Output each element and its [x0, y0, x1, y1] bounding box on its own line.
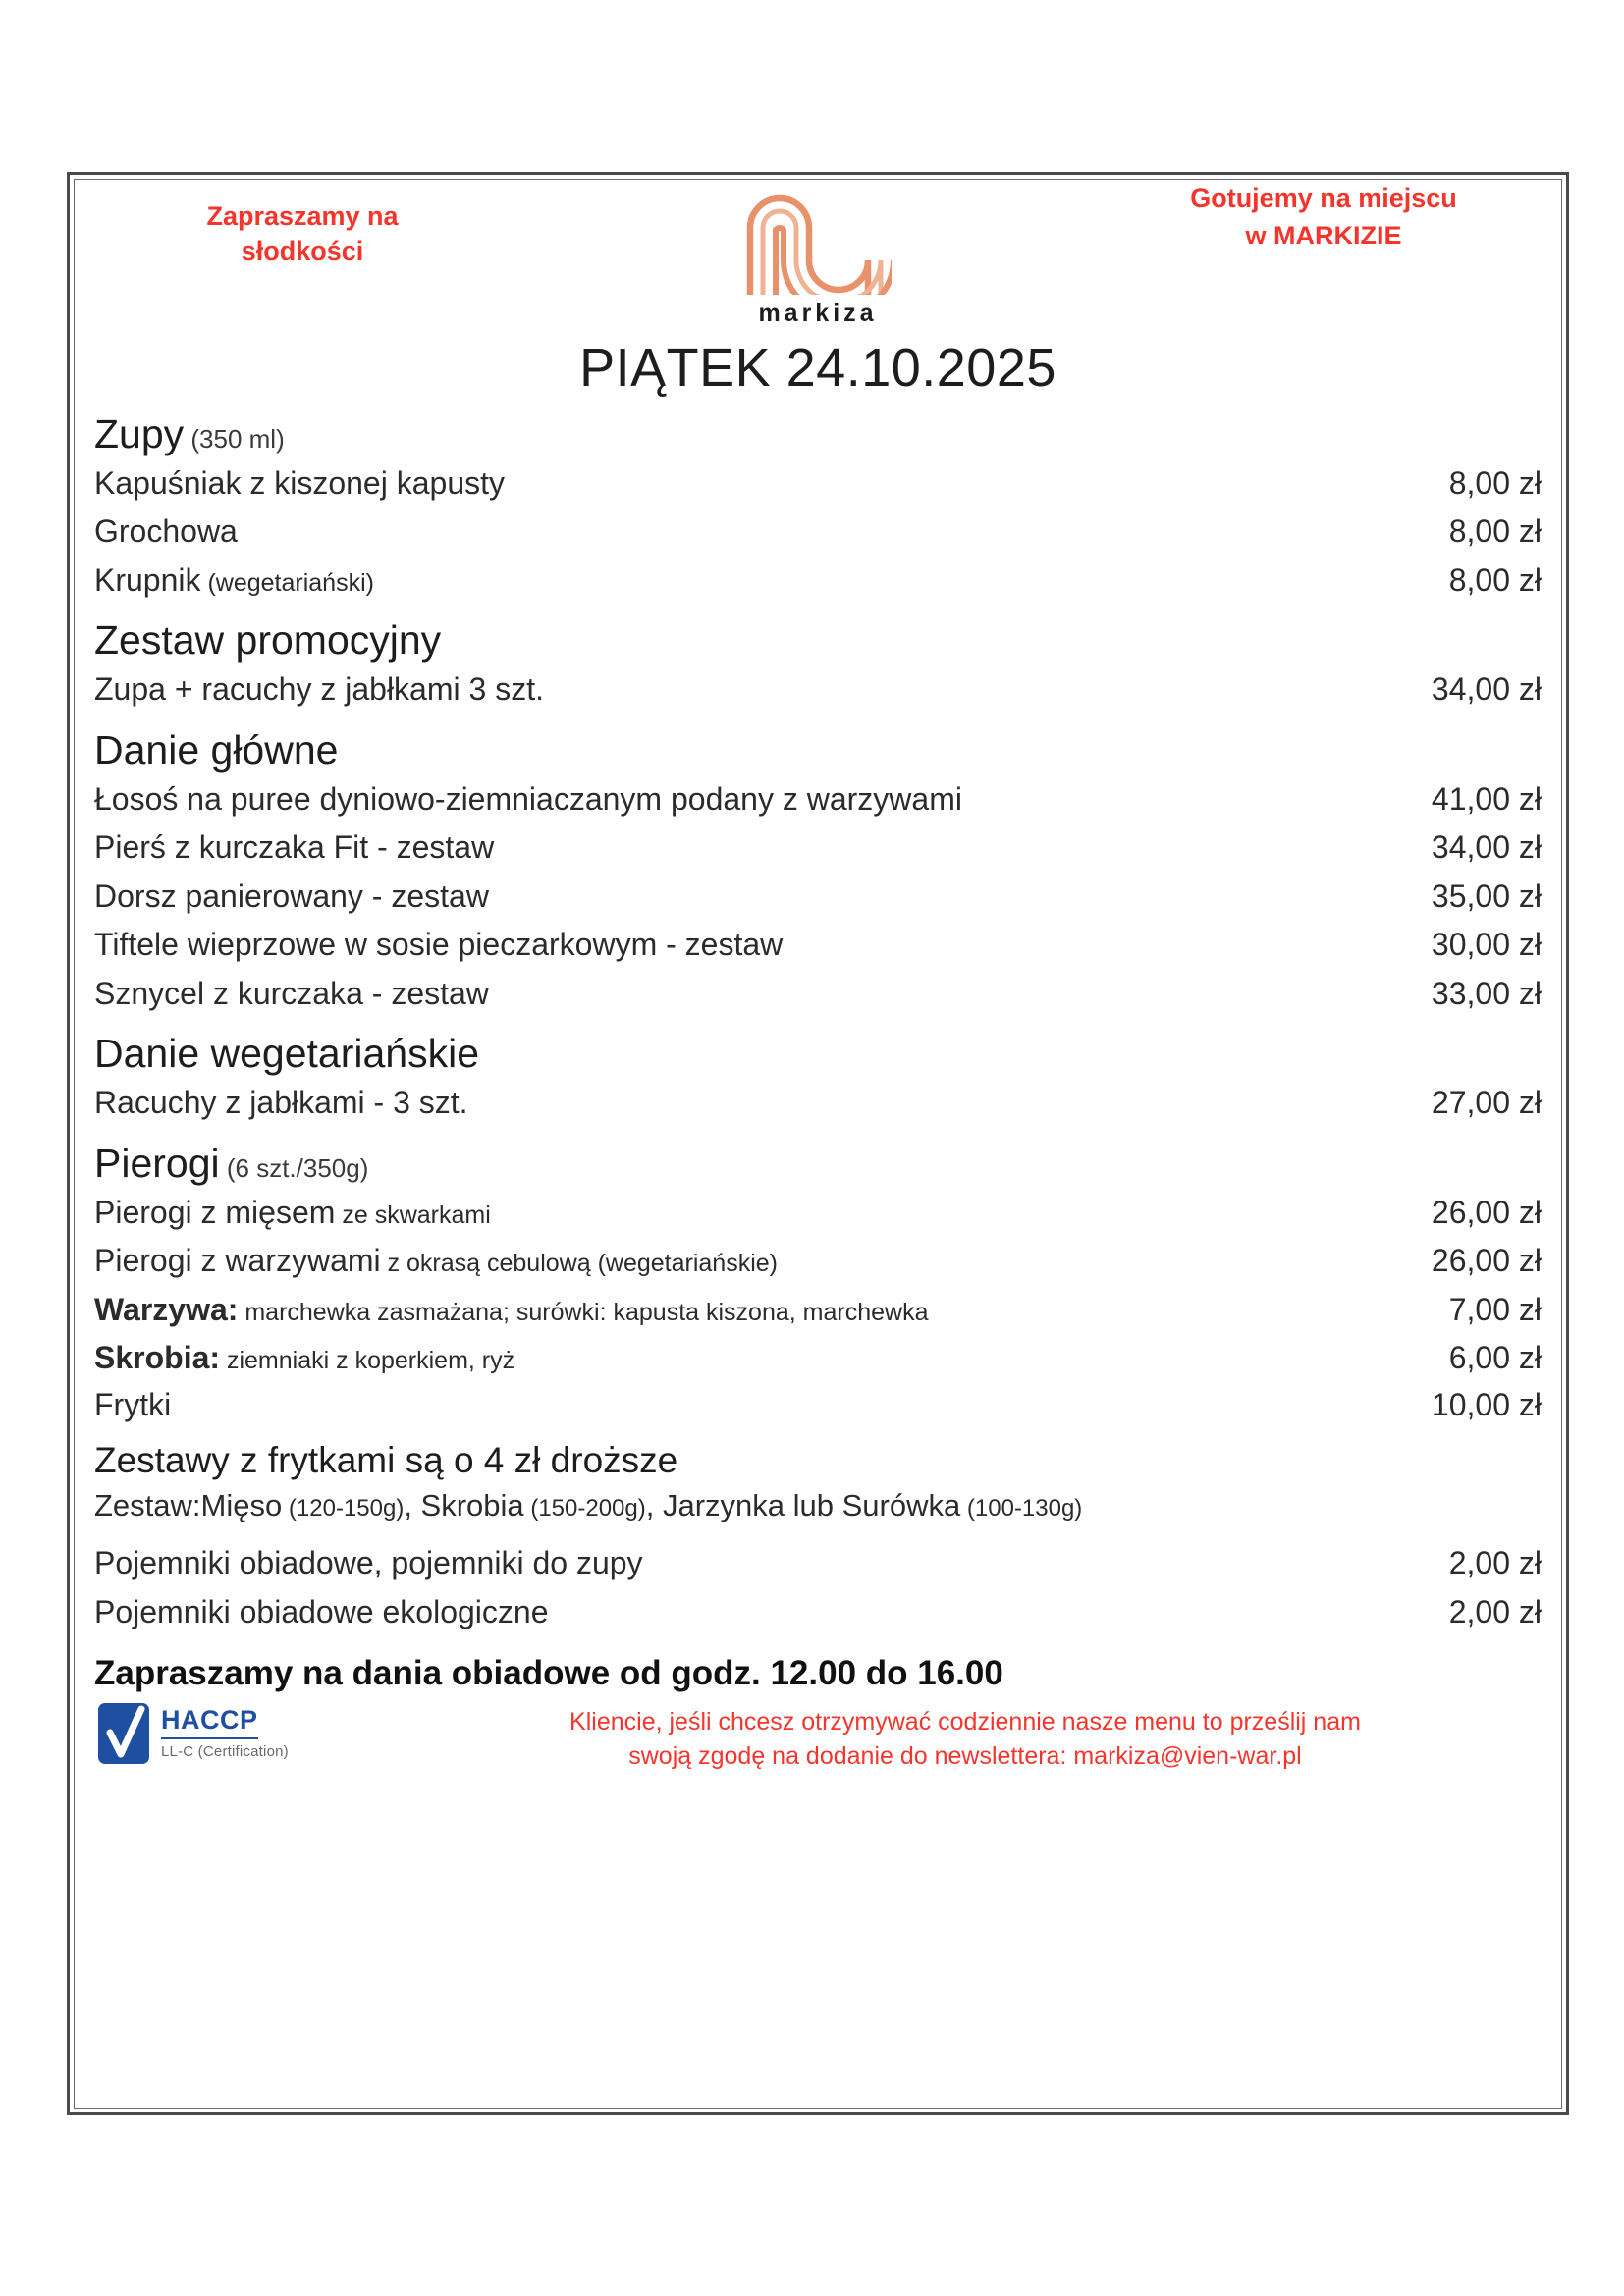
promo-sweets-line2: słodkości [241, 237, 364, 267]
frytki-label: Frytki [94, 1386, 172, 1422]
section-heading-text: Pierogi [94, 1140, 220, 1186]
item-description: ze skwarkami [335, 1201, 491, 1229]
item-name: Krupnik [94, 561, 201, 598]
menu-row [94, 1237, 1542, 1286]
menu-item-label [94, 973, 1355, 1016]
menu-row-addon [94, 1334, 1542, 1383]
addon-price: 6,00 zł [1448, 1340, 1542, 1376]
menu-item-price: 26,00 zł [1431, 1194, 1542, 1230]
menu-item-price: 8,00 zł [1448, 513, 1542, 550]
newsletter-invitation [389, 1705, 1542, 1774]
menu-item-price: 33,00 zł [1431, 975, 1542, 1011]
addon-description: marchewka zasmażana; surówki: kapusta kiszona, marchewka [238, 1298, 929, 1326]
section-heading-text: Zestaw promocyjny [94, 617, 442, 664]
menu-row-container [94, 1539, 1542, 1588]
menu-row [94, 666, 1542, 715]
menu-item-price: 34,00 zł [1431, 829, 1542, 866]
menu-row [94, 1189, 1542, 1238]
markiza-logo-icon [744, 192, 892, 295]
menu-item-price: 8,00 zł [1448, 561, 1542, 598]
item-name: Pierogi z warzywami [94, 1243, 381, 1279]
menu-item-price: 26,00 zł [1431, 1243, 1542, 1279]
promo-cooked-line1: Gotujemy na miejscu [1190, 184, 1457, 213]
container-label: Pojemniki obiadowe ekologiczne [94, 1593, 549, 1629]
newsletter-line-2: swoją zgodę na dodanie do newslettera: markiza@vien-war.pl [628, 1742, 1302, 1771]
menu-row-addon [94, 1286, 1542, 1335]
addon-price: 7,00 zł [1448, 1291, 1542, 1327]
menu-item-label [94, 1337, 1355, 1380]
frytki-price: 10,00 zł [1431, 1386, 1542, 1422]
menu-item-label [94, 462, 1355, 506]
haccp-certification [96, 1701, 289, 1766]
set-component: Zestaw:Mięso [94, 1487, 283, 1522]
haccp-check-icon [96, 1701, 151, 1766]
menu-item-label [94, 1542, 1355, 1585]
menu-item-label [94, 1240, 1355, 1283]
menu-row [94, 824, 1542, 873]
section-heading-2 [94, 728, 1542, 774]
menu-row-container [94, 1588, 1542, 1637]
item-name: Dorsz panierowany - zestaw [94, 878, 489, 914]
menu-row [94, 459, 1542, 508]
section-heading-text: Danie wegetariańskie [94, 1031, 480, 1077]
promo-sweets-line1: Zapraszamy na [206, 201, 399, 231]
section-heading-0 [94, 412, 1542, 457]
menu-item-price: 41,00 zł [1431, 780, 1542, 817]
item-description: (wegetariański) [200, 568, 374, 597]
menu-item-label [94, 1082, 1355, 1125]
menu-row [94, 921, 1542, 970]
menu-header [94, 184, 1542, 344]
menu-item-price: 8,00 zł [1448, 464, 1542, 501]
item-name: Kapuśniak z kiszonej kapusty [94, 464, 505, 501]
menu-item-label [94, 1192, 1355, 1235]
menu-row [94, 507, 1542, 557]
menu-item-label [94, 924, 1355, 967]
menu-item-price: 27,00 zł [1431, 1085, 1542, 1121]
section-heading-1 [94, 618, 1542, 664]
menu-row-frytki [94, 1383, 1542, 1428]
addon-description: ziemniaki z koperkiem, ryż [220, 1347, 515, 1375]
menu-item-label [94, 778, 1355, 822]
menu-containers [94, 1539, 1542, 1636]
menu-item-price: 34,00 zł [1431, 671, 1542, 708]
section-heading-4 [94, 1142, 1542, 1187]
promo-cooked-line2: w MARKIZIE [1245, 220, 1402, 250]
item-name: Racuchy z jabłkami - 3 szt. [94, 1085, 468, 1121]
menu-sections [94, 412, 1542, 1286]
container-price: 2,00 zł [1448, 1593, 1542, 1629]
menu-item-price: 30,00 zł [1431, 927, 1542, 963]
section-heading-text: Danie główne [94, 726, 339, 773]
opening-hours-note: Zapraszamy na dania obiadowe od godz. 12.00 do 16.00 [94, 1654, 1003, 1693]
fries-upcharge-note: Zestawy z frytkami są o 4 zł droższe [94, 1440, 678, 1481]
haccp-text-block [161, 1701, 289, 1760]
set-portion-weight: (100-130g) [960, 1494, 1083, 1522]
menu-row [94, 775, 1542, 825]
menu-item-label [94, 1591, 1355, 1634]
section-portion-note: (350 ml) [184, 424, 285, 454]
menu-addons [94, 1286, 1542, 1383]
item-name: Grochowa [94, 513, 238, 550]
menu-item-label [94, 510, 1355, 554]
set-component: , Jarzynka lub Surówka [645, 1487, 961, 1522]
section-heading-3 [94, 1032, 1542, 1077]
container-label: Pojemniki obiadowe, pojemniki do zupy [94, 1545, 643, 1581]
item-name: Pierogi z mięsem [94, 1194, 336, 1230]
item-description: z okrasą cebulową (wegetariańskie) [380, 1250, 778, 1278]
section-heading-text: Zupy [94, 411, 185, 456]
set-composition-note [94, 1486, 1542, 1525]
menu-row [94, 1079, 1542, 1128]
item-name: Łosoś na puree dyniowo-ziemniaczanym podany z warzywami [94, 780, 962, 817]
addon-label: Warzywa: [94, 1291, 239, 1327]
menu-item-price: 35,00 zł [1431, 878, 1542, 914]
item-name: Pierś z kurczaka Fit - zestaw [94, 829, 495, 866]
menu-date-title: PIĄTEK 24.10.2025 [579, 339, 1056, 398]
haccp-title: HACCP [161, 1705, 258, 1739]
menu-footer [94, 1699, 1542, 1817]
item-name: Sznycel z kurczaka - zestaw [94, 975, 489, 1011]
newsletter-line-1: Kliencie, jeśli chcesz otrzymywać codziennie nasze menu to prześlij nam [569, 1708, 1361, 1736]
container-price: 2,00 zł [1448, 1545, 1542, 1581]
item-name: Zupa + racuchy z jabłkami 3 szt. [94, 671, 544, 708]
brand-wordmark: markiza [758, 299, 878, 327]
menu-item-label [94, 827, 1355, 870]
section-portion-note: (6 szt./350g) [219, 1152, 369, 1183]
menu-content [94, 184, 1542, 1817]
set-portion-weight: (150-200g) [523, 1494, 646, 1522]
menu-row [94, 557, 1542, 606]
menu-item-label [94, 560, 1355, 603]
haccp-subtitle: LL-C (Certification) [161, 1743, 289, 1761]
item-name: Tiftele wieprzowe w sosie pieczarkowym - zestaw [94, 927, 784, 963]
menu-item-label [94, 668, 1355, 712]
set-portion-weight: (120-150g) [282, 1494, 405, 1522]
addon-label: Skrobia: [94, 1340, 221, 1376]
set-component: , Skrobia [404, 1487, 524, 1522]
menu-row [94, 873, 1542, 922]
menu-row [94, 970, 1542, 1019]
menu-item-label [94, 876, 1355, 919]
menu-item-label [94, 1289, 1355, 1332]
promo-cooked-onsite-note [1117, 181, 1530, 255]
